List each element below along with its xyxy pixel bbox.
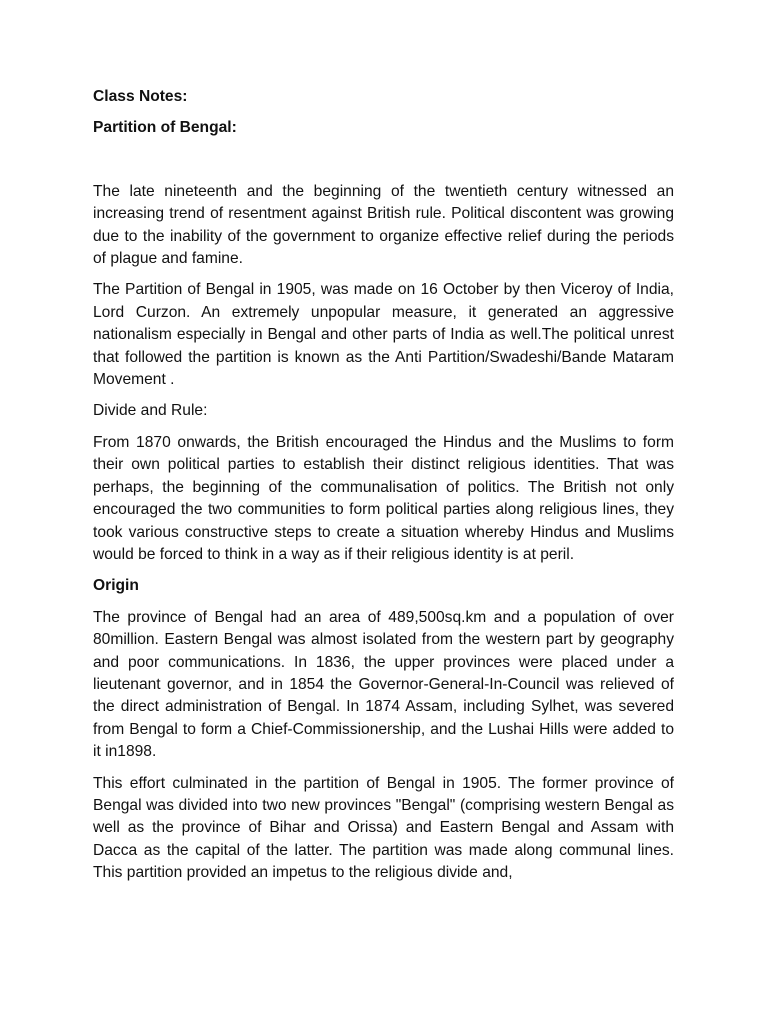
document-page <box>93 86 674 885</box>
section-heading-origin: Origin <box>93 577 139 595</box>
paragraph-culmination: This effort culminated in the partition of Bengal in 1905. The former province of Bengal was divided into two new provinces "Bengal" (comprising western Bengal as well as the province of Bihar and Orissa) and Eastern Bengal and Assam with Dacca as the capital of the latter. The partition was made along communal lines. This partition provided an impetus to the religious divide and, <box>93 774 674 882</box>
paragraph-intro: The late nineteenth and the beginning of the twentieth century witnessed an increasing trend of resentment against British rule. Political discontent was growing due to the inability of the government to organize effective relief during the periods of plague and famine. <box>93 182 674 268</box>
section-heading-divide-and-rule: Divide and Rule: <box>93 402 208 420</box>
paragraph-partition: The Partition of Bengal in 1905, was made on 16 October by then Viceroy of India, Lord Curzon. An extremely unpopular measure, it generated an aggressive nationalism especially in Bengal and other parts of India as well.The political unrest that followed the partition is known as the Anti Partition/Swadeshi/Bande Mataram Movement . <box>93 281 674 389</box>
page-subtitle: Partition of Bengal: <box>93 119 237 137</box>
paragraph-divide-and-rule: From 1870 onwards, the British encouraged the Hindus and the Muslims to form their own political parties to establish their distinct religious identities. That was perhaps, the beginning of the communalisation of politics. The British not only encouraged the two communities to form political parties along religious lines, they took various constructive steps to create a situation whereby Hindus and Muslims would be forced to think in a way as if their religious identity is at peril. <box>93 433 674 563</box>
paragraph-origin: The province of Bengal had an area of 489,500sq.km and a population of over 80million. Eastern Bengal was almost isolated from the western part by geography and poor communications. In 1836, the upper provinces were placed under a lieutenant governor, and in 1854 the Governor-General-In-Council was relieved of the direct administration of Bengal. In 1874 Assam, including Sylhet, was severed from Bengal to form a Chief-Commissionership, and the Lushai Hills were added to it in1898. <box>93 608 674 761</box>
page-title: Class Notes: <box>93 88 188 105</box>
